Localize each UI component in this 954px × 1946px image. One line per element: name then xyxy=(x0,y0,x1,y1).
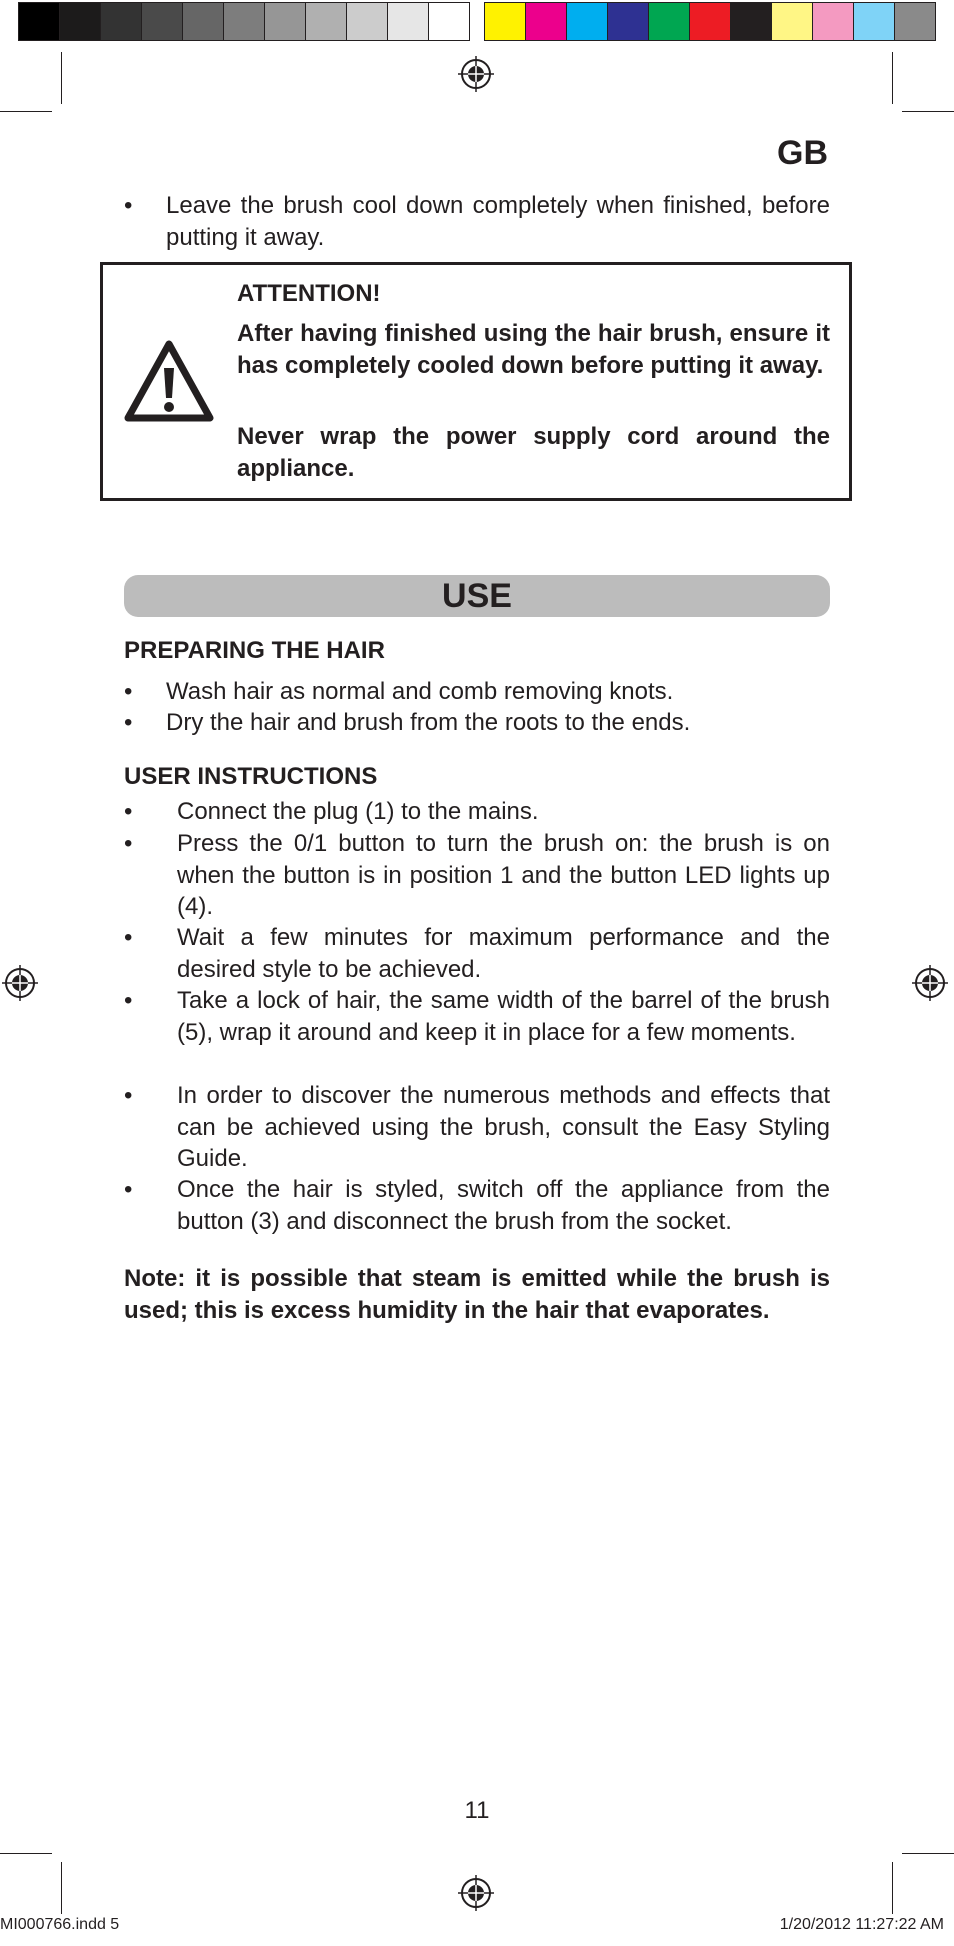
crop-mark xyxy=(902,111,954,112)
slug-datetime: 1/20/2012 11:27:22 AM xyxy=(779,1916,944,1933)
color-swatch xyxy=(567,3,608,40)
list-item: • In order to discover the numerous methods and effects that can be achieved using the brush, consult the Easy Styling Guide. xyxy=(124,1082,830,1172)
color-swatch xyxy=(429,3,469,40)
registration-mark-icon xyxy=(458,1875,494,1911)
crop-mark xyxy=(902,1853,954,1854)
color-swatch xyxy=(690,3,731,40)
list-item: • Leave the brush cool down completely when finished, before putting it away. xyxy=(124,192,830,251)
color-swatch xyxy=(731,3,772,40)
color-swatch xyxy=(347,3,388,40)
list-item: • Connect the plug (1) to the mains. xyxy=(124,798,539,825)
attention-title: ATTENTION! xyxy=(237,280,381,307)
crop-mark xyxy=(61,1862,62,1914)
crop-mark xyxy=(892,1862,893,1914)
slug-filename: MI000766.indd 5 xyxy=(0,1916,120,1933)
crop-mark xyxy=(892,52,893,104)
crop-mark xyxy=(0,1853,52,1854)
page-number: 11 xyxy=(464,1797,490,1824)
color-swatch xyxy=(895,3,935,40)
list-item: • Dry the hair and brush from the roots to the ends. xyxy=(124,709,691,736)
list-item: • Wait a few minutes for maximum performance and the desired style to be achieved. xyxy=(124,924,830,983)
color-swatch xyxy=(485,3,526,40)
list-item: • Take a lock of hair, the same width of the barrel of the brush (5), wrap it around and keep it in place for a few moments. xyxy=(124,987,830,1046)
registration-mark-icon xyxy=(458,56,494,92)
color-swatch xyxy=(526,3,567,40)
color-swatch xyxy=(224,3,265,40)
attention-text: After having finished using the hair brush, ensure it has completely cooled down before putting it away. xyxy=(237,320,830,379)
color-swatch xyxy=(306,3,347,40)
color-swatch xyxy=(60,3,101,40)
instructions-heading: USER INSTRUCTIONS xyxy=(124,763,378,790)
color-swatch xyxy=(854,3,895,40)
section-title: USE xyxy=(124,575,830,617)
list-item: • Once the hair is styled, switch off the appliance from the button (3) and disconnect the brush from the socket. xyxy=(124,1176,830,1235)
grayscale-color-bar xyxy=(18,2,470,41)
color-swatch xyxy=(388,3,429,40)
color-swatch xyxy=(813,3,854,40)
bullet: • xyxy=(124,192,133,219)
color-swatch xyxy=(142,3,183,40)
color-swatch xyxy=(101,3,142,40)
registration-mark-icon xyxy=(2,965,38,1001)
crop-mark xyxy=(61,52,62,104)
language-tag: GB xyxy=(777,134,828,172)
registration-mark-icon xyxy=(912,965,948,1001)
color-swatch xyxy=(183,3,224,40)
color-swatch xyxy=(265,3,306,40)
crop-mark xyxy=(0,111,52,112)
list-item: • Press the 0/1 button to turn the brush on: the brush is on when the button is in position 1 and the button LED lights up (4). xyxy=(124,830,830,920)
color-swatch xyxy=(649,3,690,40)
preparing-heading: PREPARING THE HAIR xyxy=(124,637,385,664)
process-color-bar xyxy=(484,2,936,41)
note-text: Note: it is possible that steam is emitted while the brush is used; this is excess humidity in the hair that evaporates. xyxy=(124,1265,830,1324)
color-swatch xyxy=(608,3,649,40)
attention-text: Never wrap the power supply cord around the appliance. xyxy=(237,423,830,482)
color-swatch xyxy=(772,3,813,40)
color-swatch xyxy=(19,3,60,40)
list-item: • Wash hair as normal and comb removing knots. xyxy=(124,678,674,705)
warning-triangle-icon xyxy=(122,338,216,424)
